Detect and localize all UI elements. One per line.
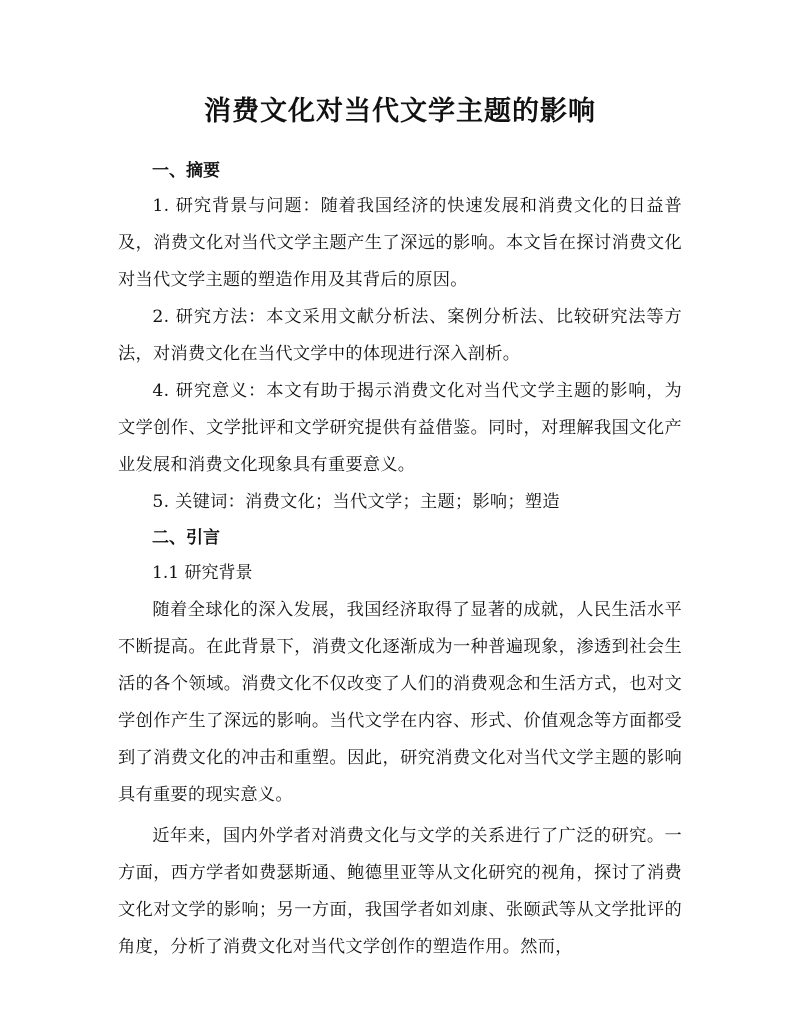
abstract-paragraph-background: 1. 研究背景与问题：随着我国经济的快速发展和消费文化的日益普及，消费文化对当代文学主题产生了深远的影响。本文旨在探讨消费文化对当代文学主题的塑造作用及其背后的原因。 [118,196,682,290]
abstract-paragraph-significance: 4. 研究意义：本文有助于揭示消费文化对当代文学主题的影响，为文学创作、文学批评和文学研究提供有益借鉴。同时，对理解我国文化产业发展和消费文化现象具有重要意义。 [118,381,682,475]
abstract-paragraph-methods: 2. 研究方法：本文采用文献分析法、案例分析法、比较研究法等方法，对消费文化在当代文学中的体现进行深入剖析。 [118,307,682,364]
document-page [118,92,682,966]
introduction-paragraph-2: 近年来，国内外学者对消费文化与文学的关系进行了广泛的研究。一方面，西方学者如费瑟斯通、鲍德里亚等从文化研究的视角，探讨了消费文化对文学的影响；另一方面，我国学者如刘康、张颐武等从文学批评的角度，分析了消费文化对当代文学创作的塑造作用。然而， [118,826,682,957]
section-heading-introduction: 二、引言 [152,528,220,548]
introduction-paragraph-1: 随着全球化的深入发展，我国经济取得了显著的成就，人民生活水平不断提高。在此背景下，消费文化逐渐成为一种普遍现象，渗透到社会生活的各个领域。消费文化不仅改变了人们的消费观念和生活方式，也对文学创作产生了深远的影响。当代文学在内容、形式、价值观念等方面都受到了消费文化的冲击和重塑。因此，研究消费文化对当代文学主题的影响具有重要的现实意义。 [118,600,682,805]
abstract-paragraph-keywords: 5. 关键词：消费文化；当代文学；主题；影响；塑造 [152,492,560,512]
document-title: 消费文化对当代文学主题的影响 [204,96,596,127]
section-heading-abstract: 一、摘要 [152,161,220,181]
subsection-heading-background: 1.1 研究背景 [152,563,253,583]
